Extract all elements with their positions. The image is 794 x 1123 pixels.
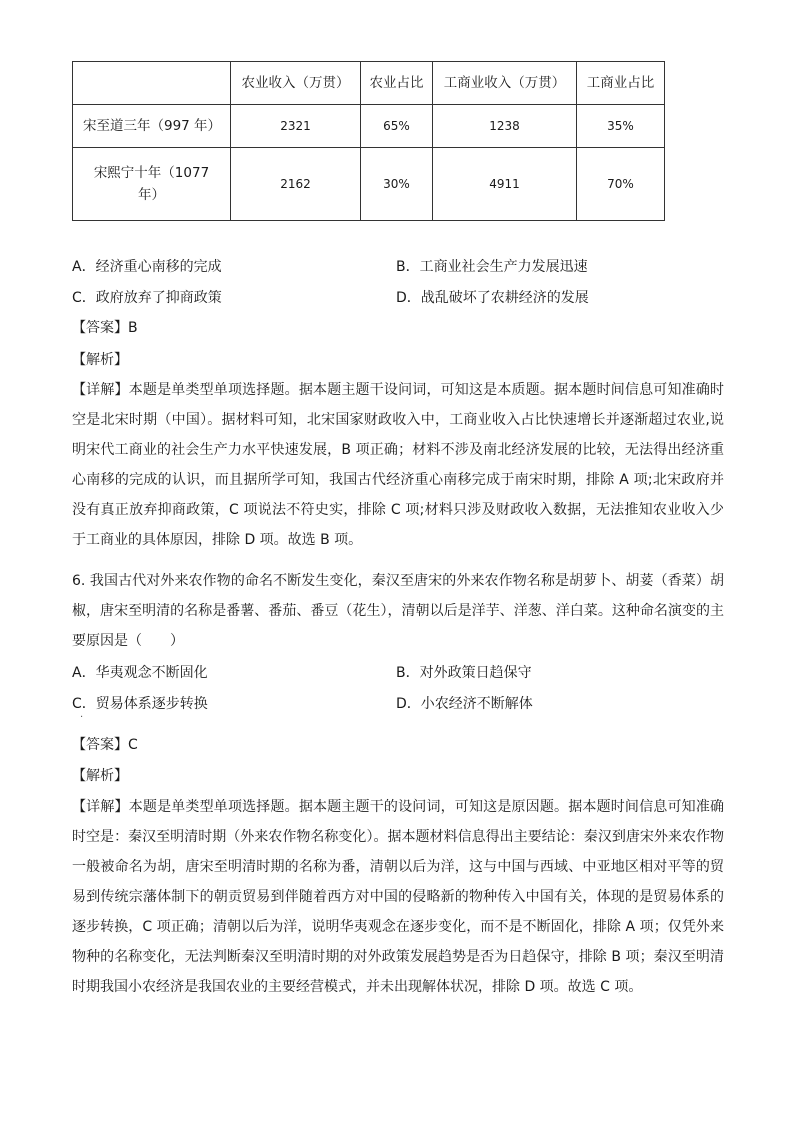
q6-option-a: A．华夷观念不断固化: [72, 665, 208, 681]
ind-share-cell: 35%: [577, 105, 665, 148]
header-agri-income: 农业收入（万贯）: [231, 62, 361, 105]
header-ind-income: 工商业收入（万贯）: [433, 62, 577, 105]
ind-income-cell: 4911: [433, 148, 577, 221]
q6-option-b: B．对外政策日趋保守: [396, 665, 532, 681]
ind-share-cell: 70%: [577, 148, 665, 221]
agri-share-cell: 65%: [361, 105, 433, 148]
header-agri-share: 农业占比: [361, 62, 433, 105]
q5-analysis-heading: 【解析】: [72, 352, 128, 368]
agri-income-cell: 2321: [231, 105, 361, 148]
table-header-row: [73, 62, 665, 105]
ind-income-cell: 1238: [433, 105, 577, 148]
income-table: [72, 61, 665, 221]
q5-option-a: A．经济重心南移的完成: [72, 259, 222, 275]
header-ind-share: 工商业占比: [577, 62, 665, 105]
row-label: 宋至道三年（997 年）: [73, 105, 231, 148]
q5-option-b: B．工商业社会生产力发展迅速: [396, 259, 588, 275]
q5-option-d: D．战乱破坏了农耕经济的发展: [396, 290, 589, 306]
header-cell-empty: [73, 62, 231, 105]
q6-option-c: C．贸易体系逐步转换: [72, 696, 208, 712]
q6-option-d: D．小农经济不断解体: [396, 696, 533, 712]
table-row: [73, 105, 665, 148]
q5-detail: 【详解】本题是单类型单项选择题。据本题主题干设问词，可知这是本质题。据本题时间信息可知准确时空是北宋时期（中国）。据材料可知，北宋国家财政收入中，工商业收入占比快速增长并逐渐超过农业,说明宋代工商业的社会生产力水平快速发展，B 项正确；材料不涉及南北经济发展的比较，无法得出经济重心南移的完成的认识，而且据所学可知，我国古代经济重心南移完成于南宋时期，排除 A 项;北宋政府并没有真正放弃抑商政策，C 项说法不符史实，排除 C 项;材料只涉及财政收入数据，无法推知农业收入少于工商业的具体原因，排除 D 项。故选 B 项。: [72, 382, 724, 548]
agri-income-cell: 2162: [231, 148, 361, 221]
q6-answer: 【答案】C: [72, 737, 138, 753]
agri-share-cell: 30%: [361, 148, 433, 221]
q5-option-c: C．政府放弃了抑商政策: [72, 290, 222, 306]
q5-answer: 【答案】B: [72, 320, 138, 336]
stray-mark: ·: [80, 712, 84, 723]
q6-stem: 6. 我国古代对外来农作物的命名不断发生变化，秦汉至唐宋的外来农作物名称是胡萝卜、胡荽（香菜）胡椒，唐宋至明清的名称是番薯、番茄、番豆（花生），清朝以后是洋芋、洋葱、洋白菜。这种命名演变的主要原因是（ ）: [72, 573, 724, 649]
row-label: 宋熙宁十年（1077 年）: [73, 148, 231, 221]
q6-analysis-heading: 【解析】: [72, 768, 128, 784]
table-row: [73, 148, 665, 221]
q6-detail: 【详解】本题是单类型单项选择题。据本题主题干的设问词，可知这是原因题。据本题时间信息可知准确时空是：秦汉至明清时期（外来农作物名称变化）。据本题材料信息得出主要结论：秦汉到唐宋外来农作物一般被命名为胡，唐宋至明清时期的名称为番，清朝以后为洋，这与中国与西域、中亚地区相对平等的贸易到传统宗藩体制下的朝贡贸易到伴随着西方对中国的侵略新的物种传入中国有关，体现的是贸易体系的逐步转换，C 项正确；清朝以后为洋，说明华夷观念在逐步变化，而不是不断固化，排除 A 项；仅凭外来物种的名称变化，无法判断秦汉至明清时期的对外政策发展趋势是否为日趋保守，排除 B 项；秦汉至明清时期我国小农经济是我国农业的主要经营模式，并未出现解体状况，排除 D 项。故选 C 项。: [72, 799, 724, 995]
